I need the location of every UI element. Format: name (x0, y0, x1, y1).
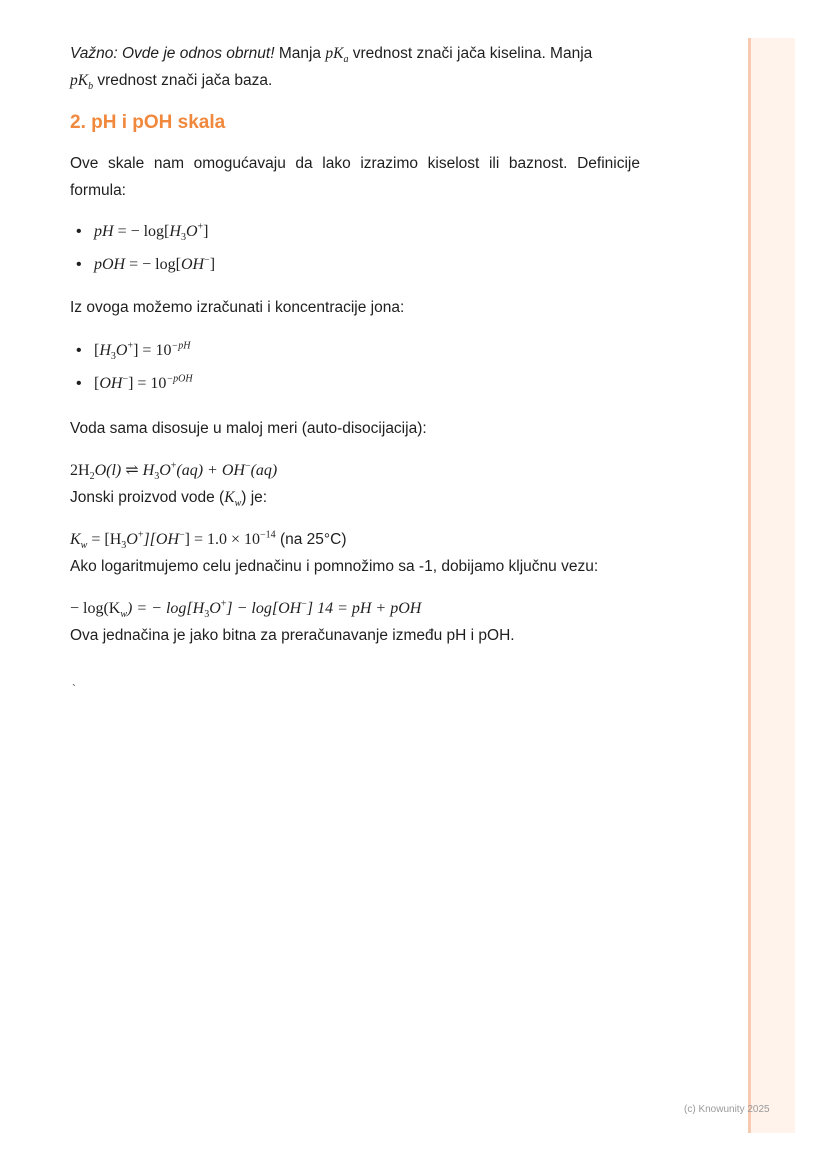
list-item: • pOH = − log[OH−] (94, 251, 640, 278)
section-paragraph-3: Voda sama disosuje u maloj meri (auto-disocijacija): (70, 420, 427, 437)
autoionization-equation: $2H_2O(l)$ ⇌ $H_3O^+(aq) + OH^-(aq)$ (70, 460, 278, 483)
list-item: • $[H_3O^+] = 10^{-pH}$ (94, 337, 640, 364)
concentrations-list (70, 337, 640, 397)
page-margin-strip (748, 38, 795, 1133)
page-content (70, 40, 640, 649)
stray-mark: ` (72, 682, 76, 696)
list-item: • $[OH^-] = 10^{-pOH}$ (94, 370, 640, 397)
pkb-symbol: $pK_b$ (70, 72, 94, 93)
intro-text-a: Manja (274, 45, 326, 62)
list-item: • pH = − $\log[H_3O^+]$ (94, 218, 640, 245)
intro-text-b: vrednost znači jača kiselina. Manja (348, 45, 593, 62)
intro-italic: Važno: Ovde je odnos obrnut! (70, 45, 275, 62)
intro-text-c: vrednost znači jača baza. (93, 72, 273, 89)
intro-paragraph (70, 40, 640, 94)
section-paragraph-1: Ove skale nam omogućavaju da lako izrazimo kiselost ili baznost. Definicije formula: (70, 155, 640, 199)
copyright-footer: (c) Knowunity 2025 (684, 1104, 770, 1115)
section-paragraph-5: Ako logaritmujemo celu jednačinu i pomnožimo sa -1, dobijamo ključnu vezu: (70, 558, 599, 575)
pka-symbol: $pK_a$ (325, 45, 349, 66)
section-heading: 2. pH i pOH skala (70, 112, 226, 133)
ion-product-equation: $K_w = [H_3O^+][OH^-] = 1.0 \times 10^{-14}$ (na 25°C) (70, 529, 347, 552)
section-paragraph-6: Ova jednačina je jako bitna za preračunavanje između pH i pOH. (70, 627, 515, 644)
definitions-list (70, 218, 640, 278)
log-equation: − $\log(K_w)$ = − $\log[H_3O^+] - \log[OH^-] 14$ = pH + pOH (70, 598, 422, 621)
section-paragraph-2: Iz ovoga možemo izračunati i koncentracije jona: (70, 299, 405, 316)
section-paragraph-4: Jonski proizvod vode $(K_w)$ je: (70, 489, 268, 510)
